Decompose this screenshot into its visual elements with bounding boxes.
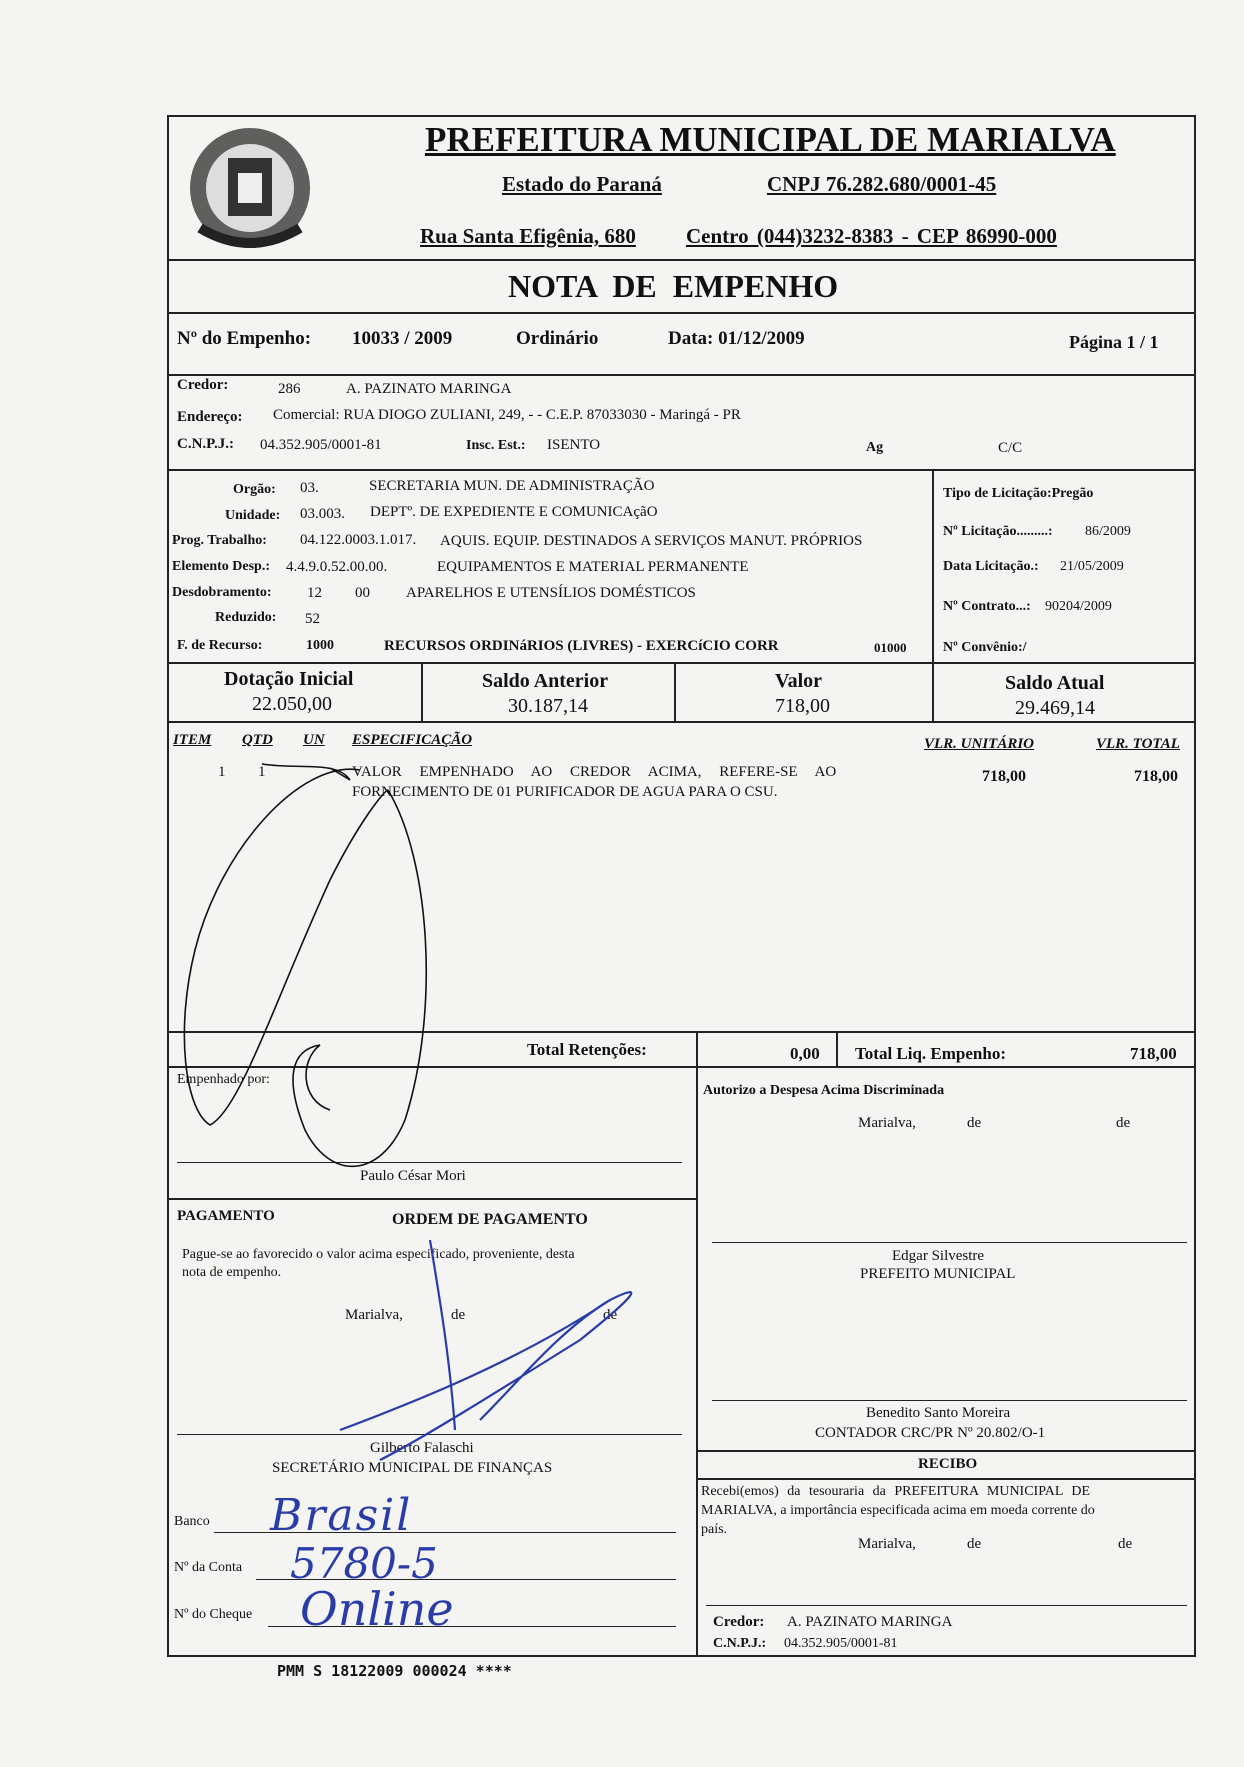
orgao-name: SECRETARIA MUN. DE ADMINISTRAÇÃO (369, 478, 655, 494)
divider (421, 663, 423, 721)
document-title: NOTA DE EMPENHO (508, 268, 839, 304)
contrato-label: Nº Contrato...: (943, 599, 1031, 614)
contrato-numero: 90204/2009 (1045, 599, 1112, 614)
recibo-de-1: de (967, 1536, 982, 1552)
divider (836, 1032, 838, 1066)
row-especificacao-line2: FORNECIMENTO DE 01 PURIFICADOR DE AGUA PARA O CSU. (352, 784, 778, 800)
convenio: Nº Convênio:/ (943, 640, 1027, 655)
autorizo-de-1: de (967, 1115, 982, 1131)
city-cnpj: CNPJ 76.282.680/0001-45 (767, 172, 997, 196)
desdob-subcode: 00 (355, 585, 370, 601)
secretario-nome: Gilberto Falaschi (370, 1440, 474, 1456)
credor-label: Credor: (177, 377, 229, 393)
divider (167, 721, 1196, 723)
unidade-code: 03.003. (300, 506, 345, 522)
divider (674, 663, 676, 721)
conta-handwriting: 5780-5 (290, 1539, 438, 1588)
desdob-code: 12 (307, 585, 322, 601)
recibo-cnpj-label: C.N.P.J.: (713, 1636, 767, 1651)
recurso-code-2: 01000 (874, 640, 907, 655)
reduzido-label: Reduzido: (215, 610, 277, 625)
col-header-un: UN (303, 732, 325, 748)
recurso-code: 1000 (306, 638, 334, 653)
dotacao-value: 22.050,00 (252, 693, 332, 715)
col-header-vlr-unitario: VLR. UNITÁRIO (924, 736, 1035, 752)
autorizo-text: Autorizo a Despesa Acima Discriminada (703, 1083, 945, 1098)
divider (696, 1032, 698, 1066)
col-header-especificacao: ESPECIFICAÇÃO (352, 732, 473, 748)
divider (167, 259, 1196, 261)
empenhado-nome: Paulo César Mori (360, 1168, 466, 1184)
saldo-atual-label: Saldo Atual (1005, 672, 1105, 694)
divider (696, 1478, 1196, 1480)
secretario-cargo: SECRETÁRIO MUNICIPAL DE FINANÇAS (272, 1460, 553, 1476)
saldo-anterior-label: Saldo Anterior (482, 670, 609, 692)
recibo-credor: A. PAZINATO MARINGA (787, 1614, 953, 1630)
signature-line (712, 1242, 1187, 1243)
recurso-label: F. de Recurso: (177, 638, 263, 653)
pagamento-texto-1: Pague-se ao favorecido o valor acima especificado, proveniente, desta (182, 1247, 575, 1262)
licitacao-tipo: Tipo de Licitação:Pregão (943, 486, 1094, 501)
divider (167, 312, 1196, 314)
city-address: Rua Santa Efigênia, 680 (420, 224, 636, 248)
liquido-label: Total Liq. Empenho: (855, 1044, 1006, 1063)
banco-handwriting: Brasil (270, 1490, 413, 1541)
ag-label: Ag (866, 440, 884, 455)
recibo-title: RECIBO (918, 1456, 978, 1472)
cnpj-label: C.N.P.J.: (177, 436, 234, 452)
prefeito-cargo: PREFEITO MUNICIPAL (860, 1266, 1016, 1282)
recurso-name: RECURSOS ORDINáRIOS (LIVRES) - EXERCíCIO CORR (384, 638, 779, 654)
banco-field[interactable] (214, 1532, 676, 1533)
licitacao-data: 21/05/2009 (1060, 559, 1124, 574)
empenho-number-label: Nº do Empenho: (177, 328, 312, 349)
recibo-texto-1: Recebi(emos) da tesouraria da PREFEITURA MUNICIPAL DE (701, 1484, 1091, 1499)
pagamento-de-2: de (603, 1307, 618, 1323)
insc-value: ISENTO (547, 437, 601, 453)
footer-code: PMM S 18122009 000024 **** (277, 1662, 512, 1680)
prog-name: AQUIS. EQUIP. DESTINADOS A SERVIÇOS MANUT. PRÓPRIOS (440, 533, 863, 549)
empenho-number: 10033 / 2009 (352, 328, 453, 349)
ordem-pagamento-title: ORDEM DE PAGAMENTO (392, 1211, 588, 1228)
signature-line (177, 1434, 682, 1435)
divider (696, 1450, 1196, 1452)
autorizo-local: Marialva, (858, 1115, 916, 1131)
saldo-atual-value: 29.469,14 (1015, 697, 1095, 719)
cheque-handwriting: Online (300, 1582, 454, 1636)
col-header-item: ITEM (173, 732, 212, 748)
city-contact: Centro (044)3232-8383 - CEP 86990-000 (686, 224, 1057, 248)
banco-label: Banco (174, 1514, 210, 1529)
pagamento-texto-2: nota de empenho. (182, 1265, 282, 1280)
elemento-code: 4.4.9.0.52.00.00. (286, 559, 388, 575)
row-vlr-unitario: 718,00 (982, 768, 1026, 785)
recibo-cnpj: 04.352.905/0001-81 (784, 1636, 898, 1651)
unidade-label: Unidade: (225, 508, 281, 523)
divider (167, 1198, 696, 1200)
conta-field[interactable] (256, 1579, 676, 1580)
pagamento-label: PAGAMENTO (177, 1208, 275, 1224)
col-header-vlr-total: VLR. TOTAL (1096, 736, 1180, 752)
desdob-label: Desdobramento: (172, 585, 272, 600)
row-qtd: 1 (258, 764, 266, 780)
desdob-name: APARELHOS E UTENSÍLIOS DOMÉSTICOS (406, 585, 696, 601)
city-hall-title: PREFEITURA MUNICIPAL DE MARIALVA (425, 120, 1116, 159)
credor-cnpj: 04.352.905/0001-81 (260, 437, 382, 453)
divider (167, 374, 1196, 376)
retencoes-label: Total Retenções: (527, 1040, 647, 1059)
licitacao-numero-label: Nº Licitação.........: (943, 524, 1053, 539)
endereco-label: Endereço: (177, 409, 243, 425)
dotacao-label: Dotação Inicial (224, 668, 354, 690)
elemento-name: EQUIPAMENTOS E MATERIAL PERMANENTE (437, 559, 749, 575)
reduzido-value: 52 (305, 611, 320, 627)
cc-label: C/C (998, 440, 1023, 456)
row-vlr-total: 718,00 (1134, 768, 1178, 785)
saldo-anterior-value: 30.187,14 (508, 695, 588, 717)
divider (167, 1066, 1196, 1068)
recibo-credor-label: Credor: (713, 1614, 765, 1630)
recibo-de-2: de (1118, 1536, 1133, 1552)
empenhado-label: Empenhado por: (177, 1072, 270, 1087)
divider (932, 663, 934, 721)
coat-of-arms (180, 118, 320, 258)
divider (696, 1066, 698, 1657)
col-header-qtd: QTD (242, 732, 273, 748)
signature-line (706, 1605, 1187, 1606)
empenho-date: Data: 01/12/2009 (668, 328, 805, 349)
recibo-texto-3: país. (701, 1522, 728, 1537)
contador-cargo: CONTADOR CRC/PR Nº 20.802/O-1 (815, 1425, 1046, 1441)
credor-code: 286 (278, 381, 301, 397)
state-name: Estado do Paraná (502, 172, 662, 196)
insc-label: Insc. Est.: (466, 438, 526, 453)
retencoes-value: 0,00 (790, 1044, 820, 1063)
credor-name: A. PAZINATO MARINGA (346, 381, 512, 397)
divider (932, 470, 934, 662)
cheque-label: Nº do Cheque (174, 1607, 253, 1622)
pagamento-de-1: de (451, 1307, 466, 1323)
empenho-type: Ordinário (516, 328, 599, 349)
conta-label: Nº da Conta (174, 1560, 243, 1575)
elemento-label: Elemento Desp.: (172, 559, 270, 574)
unidade-name: DEPTº. DE EXPEDIENTE E COMUNICAçãO (370, 504, 658, 520)
divider (167, 662, 1196, 664)
valor-value: 718,00 (775, 695, 830, 717)
page-number: Página 1 / 1 (1069, 332, 1159, 352)
cheque-field[interactable] (268, 1626, 676, 1627)
pagamento-local: Marialva, (345, 1307, 403, 1323)
recibo-local: Marialva, (858, 1536, 916, 1552)
prog-label: Prog. Trabalho: (172, 533, 267, 548)
prog-code: 04.122.0003.1.017. (300, 532, 417, 548)
credor-endereco: Comercial: RUA DIOGO ZULIANI, 249, - - C.E.P. 87033030 - Maringá - PR (273, 407, 741, 423)
orgao-label: Orgão: (233, 482, 276, 497)
row-especificacao-line1: VALOR EMPENHADO AO CREDOR ACIMA, REFERE-SE AO (352, 764, 837, 780)
prefeito-nome: Edgar Silvestre (892, 1248, 985, 1264)
autorizo-de-2: de (1116, 1115, 1131, 1131)
valor-label: Valor (775, 670, 823, 692)
recibo-texto-2: MARIALVA, a importância especificada acima em moeda corrente do (701, 1503, 1095, 1518)
signature-line (712, 1400, 1187, 1401)
row-item: 1 (218, 764, 226, 780)
orgao-code: 03. (300, 480, 319, 496)
signature-line (177, 1162, 682, 1163)
divider (167, 1031, 1196, 1033)
liquido-value: 718,00 (1130, 1044, 1177, 1063)
licitacao-data-label: Data Licitação.: (943, 559, 1039, 574)
contador-nome: Benedito Santo Moreira (866, 1405, 1011, 1421)
divider (167, 469, 1196, 471)
licitacao-numero: 86/2009 (1085, 524, 1131, 539)
